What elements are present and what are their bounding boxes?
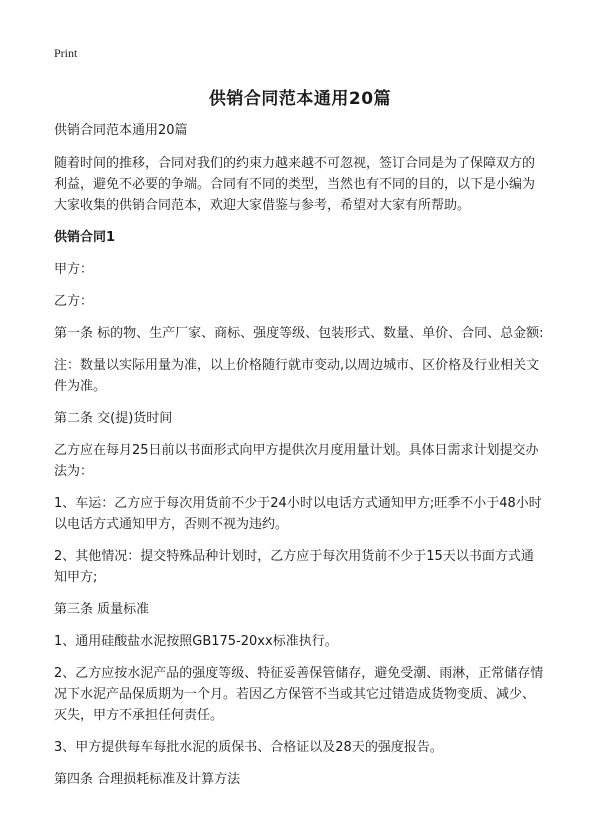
clause-3-item-2: 2、乙方应按水泥产品的强度等级、特征妥善保管储存，避免受潮、雨淋，正常储存情况下水泥产品保质期为一个月。若因乙方保管不当或其它过错造成货物变质、减少、灭失，甲方不承担任何责任。 (54, 666, 544, 723)
document-title: 供销合同范本通用20篇 (208, 89, 392, 109)
clause-4-heading: 第四条 合理损耗标准及计算方法 (54, 772, 241, 787)
clause-3-item-1: 1、通用硅酸盐水泥按照GB175-20xx标准执行。 (54, 634, 338, 649)
party-b-line: 乙方： (54, 294, 94, 309)
clause-2-item-2: 2、其他情况：提交特殊品种计划时，乙方应于每次用货前不少于15天以书面方式通知甲方; (54, 549, 534, 585)
party-a-line: 甲方： (54, 262, 94, 277)
clause-3-heading: 第三条 质量标准 (54, 602, 150, 617)
section-heading: 供销合同1 (54, 230, 116, 245)
document-subtitle: 供销合同范本通用20篇 (54, 123, 188, 138)
clause-2-paragraph: 乙方应在每月25日前以书面形式向甲方提供次月度用量计划。具体日需求计划提交办法为： (54, 443, 539, 479)
clause-2-heading: 第二条 交(提)货时间 (54, 411, 173, 426)
print-label: Print (54, 46, 78, 60)
document-body (54, 120, 546, 801)
clause-2-item-1: 1、车运：乙方应于每次用货前不少于24小时以电话方式通知甲方;旺季不小于48小时以电话方式通知甲方，否则不视为违约。 (54, 496, 542, 532)
note-paragraph: 注：数量以实际用量为准，以上价格随行就市变动,以周边城市、区价格及行业相关文件为准。 (54, 358, 540, 394)
clause-3-item-3: 3、甲方提供每车每批水泥的质保书、合格证以及28天的强度报告。 (54, 740, 443, 755)
intro-paragraph: 随着时间的推移，合同对我们的约束力越来越不可忽视，签订合同是为了保障双方的利益，避免不必要的争端。合同有不同的类型，当然也有不同的目的，以下是小编为大家收集的供销合同范本，欢迎大家借鉴与参考，希望对大家有所帮助。 (54, 156, 536, 213)
clause-1-paragraph: 第一条 标的物、生产厂家、商标、强度等级、包装形式、数量、单价、合同、总金额: (54, 326, 544, 341)
